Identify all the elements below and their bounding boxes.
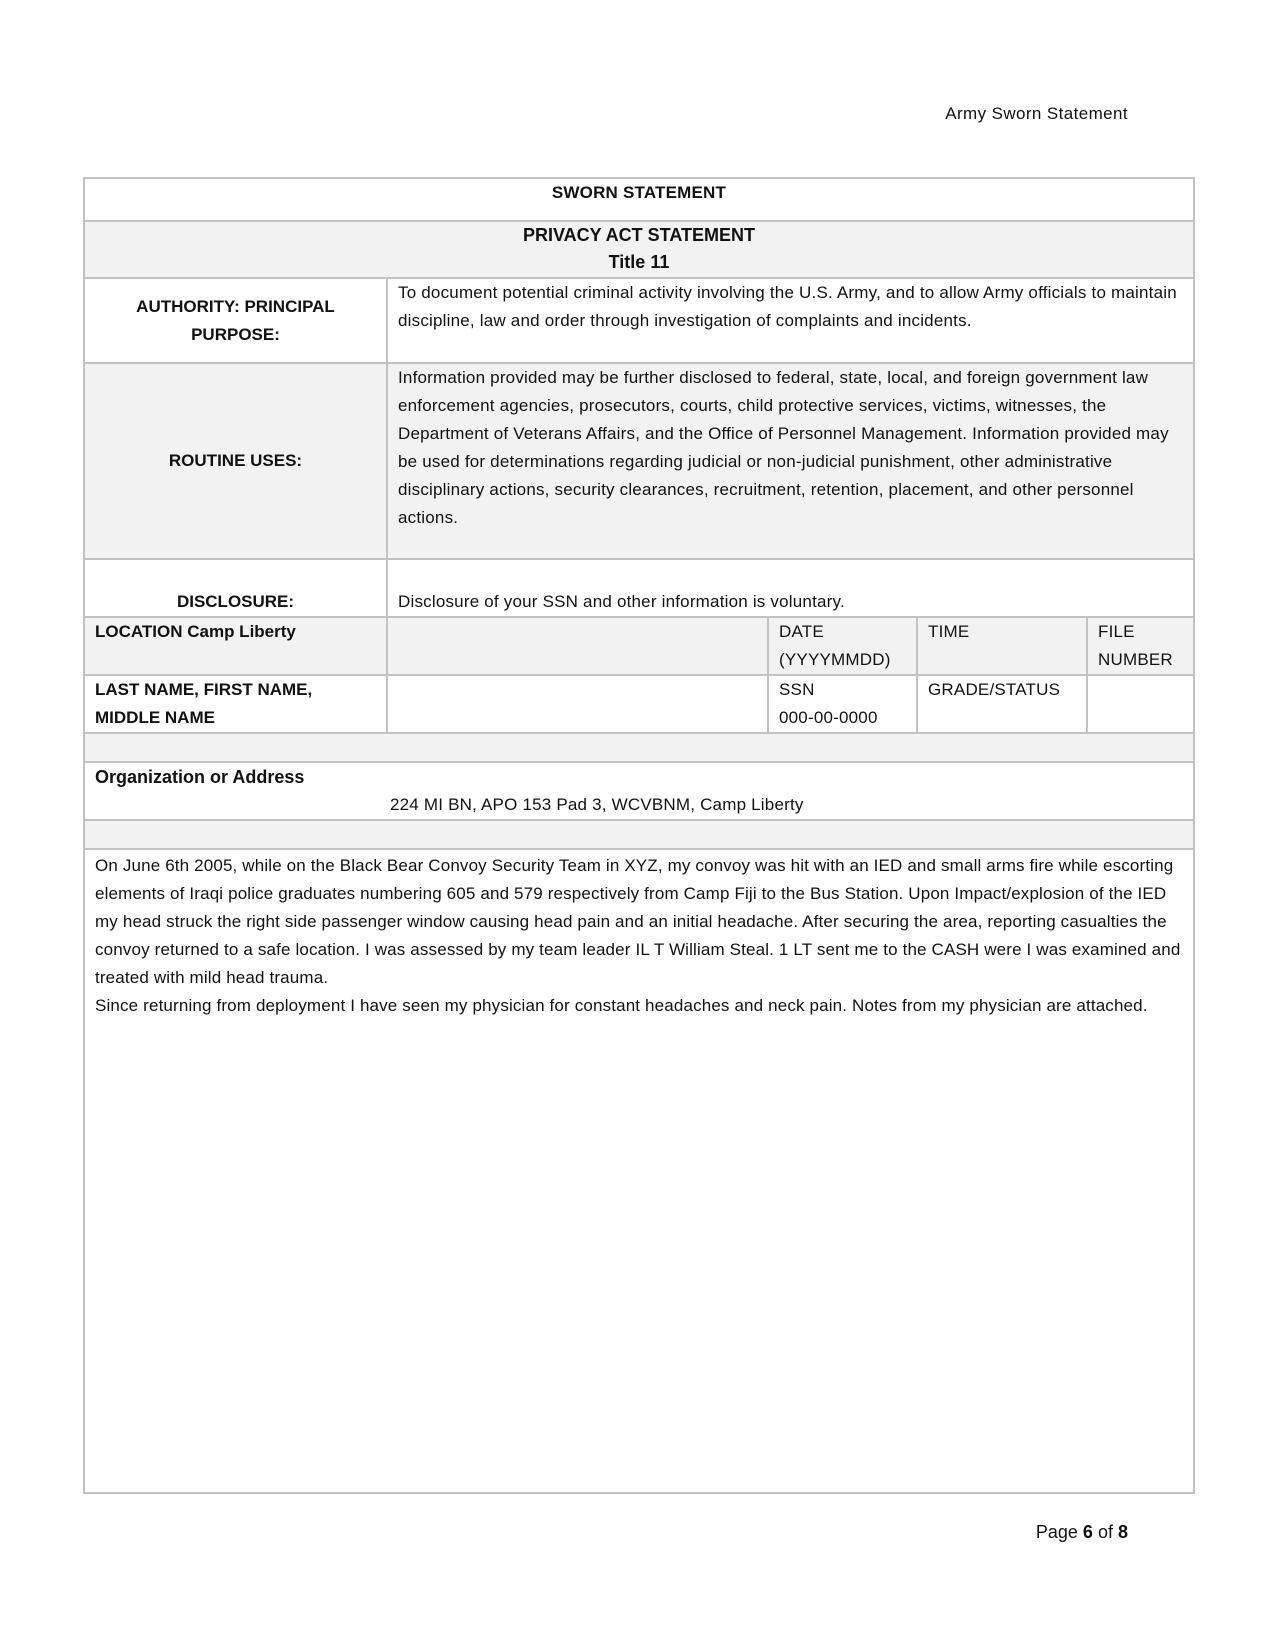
statement-paragraph: Since returning from deployment I have seen my physician for constant headaches and neck pain. Notes from my physician are attached. — [95, 996, 1148, 1015]
location-field[interactable] — [387, 617, 768, 675]
current-page: 6 — [1082, 1522, 1093, 1542]
file-number-label[interactable]: FILE NUMBER — [1087, 617, 1194, 675]
ssn-cell[interactable] — [768, 675, 917, 733]
sworn-statement-form — [83, 177, 1195, 1494]
page-number — [1036, 1522, 1128, 1543]
time-label[interactable]: TIME — [917, 617, 1087, 675]
disclosure-label: DISCLOSURE: — [84, 559, 387, 617]
privacy-act-header — [84, 221, 1194, 278]
routine-uses-label: ROUTINE USES: — [84, 363, 387, 559]
ssn-label: SSN — [779, 680, 815, 699]
document-header-title: Army Sworn Statement — [945, 104, 1128, 123]
location-label: LOCATION Camp Liberty — [84, 617, 387, 675]
of-word: of — [1097, 1522, 1113, 1542]
routine-uses-text: Information provided may be further disclosed to federal, state, local, and foreign government law enforcement agencies, prosecutors, courts, child protective services, victims, witnesses, the Department of Veterans Affairs, and the Office of Personnel Management. Information provided may be used for determinations regarding judicial or non-judicial punishment, other administrative disciplinary actions, security clearances, recruitment, retention, placement, and other personnel actions. — [387, 363, 1194, 559]
spacer-row — [84, 820, 1194, 849]
name-label: LAST NAME, FIRST NAME, MIDDLE NAME — [84, 675, 387, 733]
grade-status-field[interactable] — [1087, 675, 1194, 733]
privacy-act-heading: PRIVACY ACT STATEMENT — [522, 225, 755, 245]
privacy-act-subheading: Title 11 — [608, 252, 670, 272]
ssn-value[interactable]: 000-00-0000 — [779, 708, 878, 727]
spacer-row — [84, 733, 1194, 762]
name-field[interactable] — [387, 675, 768, 733]
disclosure-text: Disclosure of your SSN and other information is voluntary. — [387, 559, 1194, 617]
organization-value[interactable]: 224 MI BN, APO 153 Pad 3, WCVBNM, Camp Liberty — [390, 795, 804, 814]
statement-paragraph: On June 6th 2005, while on the Black Bear Convoy Security Team in XYZ, my convoy was hit with an IED and small arms fire while escorting elements of Iraqi police graduates numbering 605 and 579 respectively from Camp Fiji to the Bus Station. Upon Impact/explosion of the IED my head struck the right side passenger window causing head pain and an initial headache. After securing the area, reporting casualties the convoy returned to a safe location. I was assessed by my team leader IL T William Steal. 1 LT sent me to the CASH were I was examined and treated with mild head trauma. — [95, 856, 1181, 987]
authority-text: To document potential criminal activity involving the U.S. Army, and to allow Army officials to maintain discipline, law and order through investigation of complaints and incidents. — [387, 278, 1194, 363]
date-label[interactable]: DATE (YYYYMMDD) — [768, 617, 917, 675]
authority-label: AUTHORITY: PRINCIPAL PURPOSE: — [84, 278, 387, 363]
organization-cell[interactable] — [84, 762, 1194, 820]
page-word: Page — [1035, 1522, 1078, 1542]
form-title: SWORN STATEMENT — [84, 178, 1194, 221]
statement-body[interactable] — [84, 849, 1194, 1493]
organization-label: Organization or Address — [95, 767, 305, 787]
grade-status-label[interactable]: GRADE/STATUS — [917, 675, 1087, 733]
total-pages: 8 — [1117, 1522, 1128, 1542]
